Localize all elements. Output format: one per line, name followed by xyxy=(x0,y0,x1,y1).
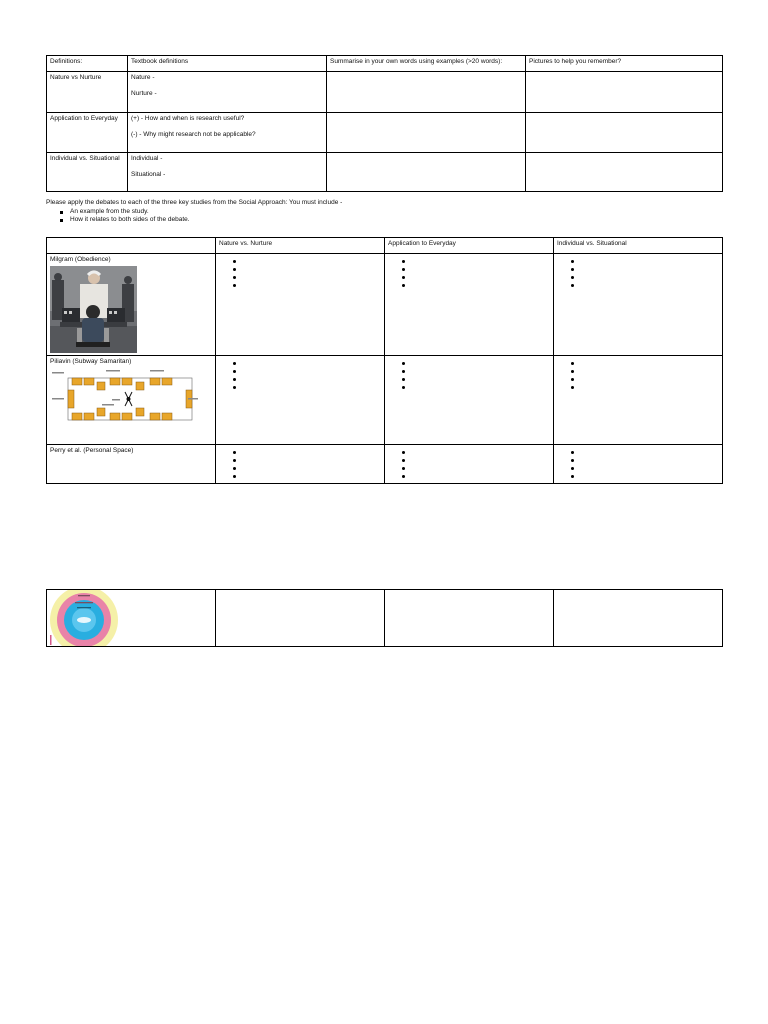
instructions-list xyxy=(46,208,342,225)
bullet-point xyxy=(571,384,719,392)
bullet-point xyxy=(233,376,381,384)
row-label: Individual vs. Situational xyxy=(47,153,128,192)
application-cell[interactable] xyxy=(385,445,554,484)
definition-line: (+) - How and when is research useful? xyxy=(131,115,245,122)
bullet-point xyxy=(402,368,550,376)
nature-nurture-cell[interactable] xyxy=(216,445,385,484)
milgram-experiment-illustration xyxy=(50,266,137,353)
continuation-table xyxy=(46,589,723,647)
definition-line: (-) - Why might research not be applicable? xyxy=(131,131,256,138)
definition-line: Nature - xyxy=(131,74,155,81)
bullet-point xyxy=(233,360,381,368)
bullet-point xyxy=(233,368,381,376)
bullet-point xyxy=(402,457,550,465)
study-name: Perry et al. (Personal Space) xyxy=(50,447,134,454)
study-image-cell xyxy=(47,590,216,647)
bullet-point xyxy=(233,258,381,266)
row-label: Application to Everyday xyxy=(47,113,128,153)
study-row-piliavin xyxy=(47,356,723,445)
header-individual-situational: Individual vs. Situational xyxy=(554,238,723,254)
bullet-point xyxy=(233,465,381,473)
bullet-point xyxy=(402,274,550,282)
nature-nurture-cell[interactable] xyxy=(216,590,385,647)
study-row-perry xyxy=(47,445,723,484)
bullet-point xyxy=(571,368,719,376)
bullet-list xyxy=(219,258,381,290)
definitions-header-row xyxy=(47,56,723,72)
bullet-point xyxy=(571,449,719,457)
bullet-point xyxy=(402,376,550,384)
bullet-list xyxy=(557,449,719,481)
study-cell xyxy=(47,445,216,484)
bullet-point xyxy=(571,465,719,473)
definitions-table xyxy=(46,55,723,192)
definitions-row-nature-nurture xyxy=(47,72,723,113)
bullet-point xyxy=(233,266,381,274)
continuation-row xyxy=(47,590,723,647)
bullet-point xyxy=(571,473,719,481)
study-name: Piliavin (Subway Samaritan) xyxy=(50,358,132,365)
bullet-point xyxy=(233,282,381,290)
personal-space-zones-diagram xyxy=(47,590,119,646)
pictures-cell[interactable] xyxy=(526,153,723,192)
subway-carriage-diagram xyxy=(50,368,200,430)
definitions-row-application xyxy=(47,113,723,153)
bullet-point xyxy=(402,473,550,481)
definition-line: Situational - xyxy=(131,171,166,178)
header-definitions: Definitions: xyxy=(47,56,128,72)
bullet-point xyxy=(402,258,550,266)
bullet-point xyxy=(233,473,381,481)
bullet-point xyxy=(402,465,550,473)
summary-cell[interactable] xyxy=(327,153,526,192)
bullet-point xyxy=(402,449,550,457)
application-cell[interactable] xyxy=(385,254,554,356)
textbook-definition-cell[interactable] xyxy=(128,72,327,113)
pictures-cell[interactable] xyxy=(526,113,723,153)
bullet-list xyxy=(219,360,381,392)
textbook-definition-cell[interactable] xyxy=(128,153,327,192)
textbook-definition-cell[interactable] xyxy=(128,113,327,153)
header-textbook-definitions: Textbook definitions xyxy=(128,56,327,72)
bullet-point xyxy=(571,258,719,266)
instructions-bullet: An example from the study. xyxy=(64,208,342,217)
summary-cell[interactable] xyxy=(327,113,526,153)
pictures-cell[interactable] xyxy=(526,72,723,113)
header-nature-nurture: Nature vs. Nurture xyxy=(216,238,385,254)
bullet-point xyxy=(233,384,381,392)
bullet-point xyxy=(402,282,550,290)
definition-line: Individual - xyxy=(131,155,163,162)
study-cell xyxy=(47,356,216,445)
study-cell xyxy=(47,254,216,356)
header-application: Application to Everyday xyxy=(385,238,554,254)
bullet-list xyxy=(388,449,550,481)
bullet-list xyxy=(388,258,550,290)
studies-table xyxy=(46,237,723,484)
nature-nurture-cell[interactable] xyxy=(216,356,385,445)
bullet-point xyxy=(233,449,381,457)
studies-header-row xyxy=(47,238,723,254)
bullet-point xyxy=(571,360,719,368)
header-pictures: Pictures to help you remember? xyxy=(526,56,723,72)
bullet-point xyxy=(233,457,381,465)
definitions-row-individual-situational xyxy=(47,153,723,192)
bullet-list xyxy=(557,360,719,392)
bullet-point xyxy=(402,384,550,392)
individual-situational-cell[interactable] xyxy=(554,356,723,445)
instructions-bullet: How it relates to both sides of the debate. xyxy=(64,216,342,225)
bullet-point xyxy=(402,360,550,368)
bullet-point xyxy=(571,266,719,274)
application-cell[interactable] xyxy=(385,356,554,445)
individual-situational-cell[interactable] xyxy=(554,445,723,484)
individual-situational-cell[interactable] xyxy=(554,590,723,647)
bullet-point xyxy=(571,282,719,290)
bullet-point xyxy=(402,266,550,274)
bullet-point xyxy=(571,376,719,384)
summary-cell[interactable] xyxy=(327,72,526,113)
nature-nurture-cell[interactable] xyxy=(216,254,385,356)
bullet-point xyxy=(571,274,719,282)
bullet-point xyxy=(233,274,381,282)
instructions-intro: Please apply the debates to each of the three key studies from the Social Approach: You must include - xyxy=(46,199,343,206)
header-summarise: Summarise in your own words using examples (>20 words): xyxy=(327,56,526,72)
study-row-milgram xyxy=(47,254,723,356)
bullet-point xyxy=(571,457,719,465)
row-label: Nature vs Nurture xyxy=(47,72,128,113)
definition-line: Nurture - xyxy=(131,90,157,97)
instructions xyxy=(46,199,342,225)
bullet-list xyxy=(388,360,550,392)
study-name: Milgram (Obedience) xyxy=(50,256,111,263)
bullet-list xyxy=(219,449,381,481)
header-blank xyxy=(47,238,216,254)
individual-situational-cell[interactable] xyxy=(554,254,723,356)
bullet-list xyxy=(557,258,719,290)
application-cell[interactable] xyxy=(385,590,554,647)
